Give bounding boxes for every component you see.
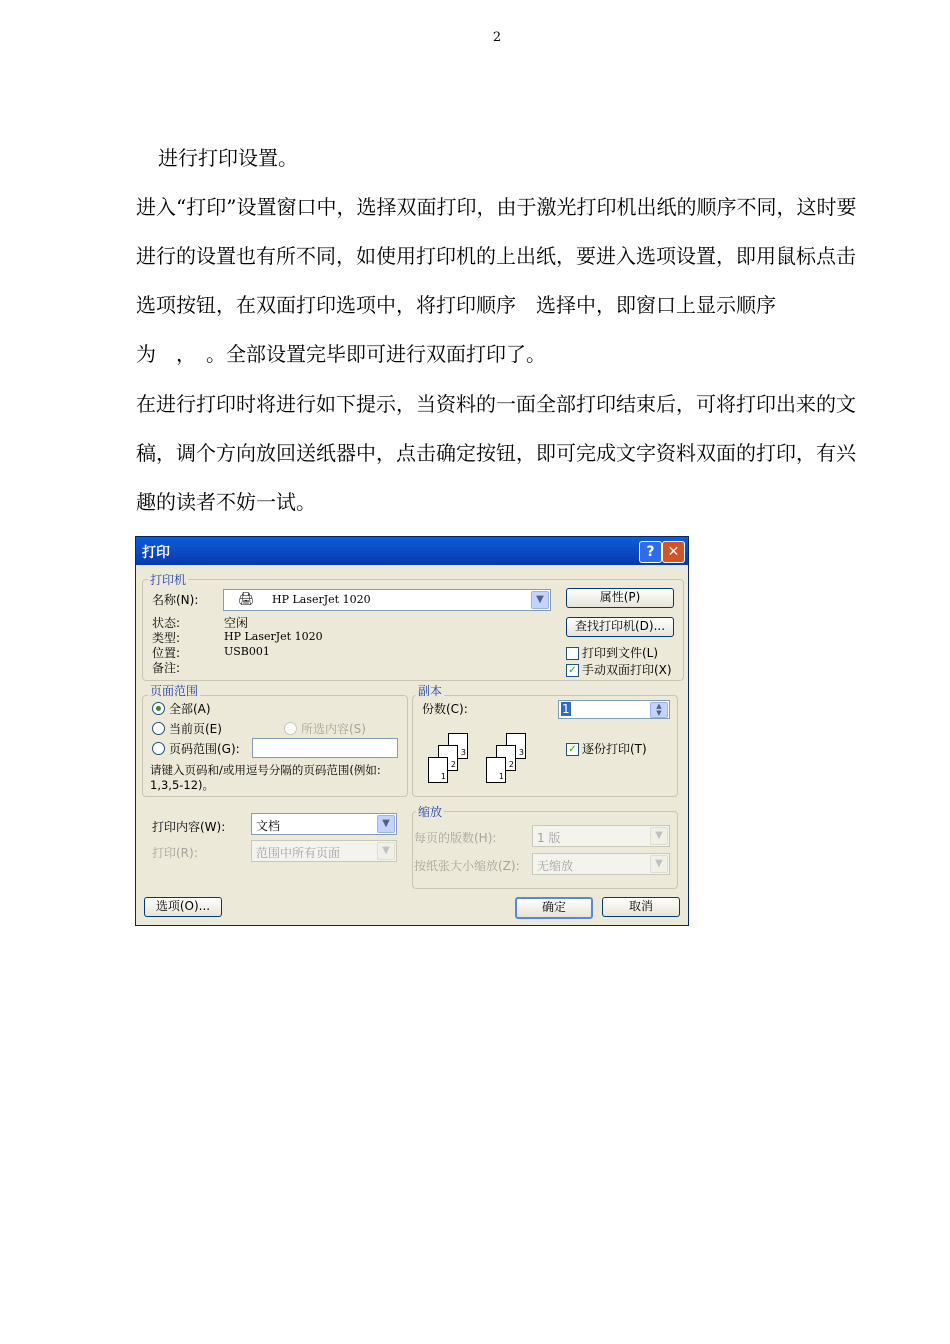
pages-per-sheet-value: 1 版 — [537, 831, 561, 845]
paragraph-2: 进入“打印”设置窗口中，选择双面打印，由于激光打印机出纸的顺序不同，这时要进行的设置也有所不同，如使用打印机的上出纸，要进入选项设置，即用鼠标点击选项按钮，在双面打印选项中，将打印顺序 选择中，即窗口上显示顺序为 ， 。全部设置完毕即可进行双面打印了。 — [136, 195, 857, 366]
pages-per-sheet-select[interactable] — [532, 825, 670, 847]
paragraph-1: 进行打印设置。 — [158, 146, 298, 170]
printer-group-label: 打印机 — [150, 573, 187, 587]
where-value: USB001 — [224, 645, 270, 658]
pages-per-sheet-label: 每页的版数(H): — [414, 831, 497, 845]
status-label: 状态: — [152, 616, 181, 630]
print-select[interactable] — [251, 840, 397, 862]
printer-name-value: HP LaserJet 1020 — [272, 593, 371, 606]
cancel-button[interactable]: 取消 — [602, 897, 680, 917]
chevron-down-icon[interactable]: ▼ — [377, 842, 395, 860]
print-to-file-label: 打印到文件(L) — [582, 646, 659, 660]
printer-name-select[interactable] — [223, 589, 551, 611]
range-hint: 请键入页码和/或用逗号分隔的页码范围(例如: 1,3,5-12)。 — [150, 763, 381, 792]
printer-icon: 🖨 — [238, 592, 255, 607]
chevron-down-icon[interactable]: ▼ — [377, 815, 395, 833]
type-label: 类型: — [152, 631, 181, 645]
spin-arrows-icon[interactable]: ▲ ▼ — [650, 702, 668, 718]
range-all-radio[interactable] — [152, 702, 165, 715]
collate-checkbox[interactable]: ✓ — [566, 743, 579, 756]
where-label: 位置: — [152, 646, 181, 660]
range-all-label: 全部(A) — [169, 702, 211, 716]
scale-value: 无缩放 — [537, 859, 574, 873]
range-selection-label: 所选内容(S) — [301, 722, 366, 736]
print-label: 打印(R): — [152, 846, 198, 860]
scale-select[interactable] — [532, 853, 670, 875]
comment-label: 备注: — [152, 661, 181, 675]
paragraph-3: 在进行打印时将进行如下提示，当资料的一面全部打印结束后，可将打印出来的文稿，调个方向放回送纸器中，点击确定按钮，即可完成文字资料双面的打印，有兴趣的读者不妨一试。 — [136, 392, 856, 514]
collate-sheet-a1: 1 — [428, 757, 448, 783]
print-dialog — [135, 536, 689, 926]
collate-label: 逐份打印(T) — [582, 742, 647, 756]
print-to-file-checkbox[interactable] — [566, 647, 579, 660]
zoom-group — [412, 811, 678, 889]
range-current-label: 当前页(E) — [169, 722, 222, 736]
help-icon[interactable]: ? — [639, 541, 662, 563]
collate-sheet-b2: 2 — [496, 745, 516, 771]
collate-sheet-a2: 2 — [438, 745, 458, 771]
chevron-down-icon[interactable]: ▼ — [531, 591, 549, 609]
print-value: 范围中所有页面 — [256, 846, 341, 860]
range-selection-radio[interactable] — [284, 722, 297, 735]
manual-duplex-label: 手动双面打印(X) — [582, 663, 672, 677]
chevron-down-icon[interactable]: ▼ — [650, 827, 668, 845]
print-what-select[interactable] — [251, 813, 397, 835]
ok-button[interactable]: 确定 — [515, 897, 593, 919]
scale-label: 按纸张大小缩放(Z): — [414, 859, 520, 873]
collate-sheet-b3: 3 — [506, 733, 526, 759]
copies-count-value: 1 — [562, 702, 570, 716]
collate-sheet-a3: 3 — [448, 733, 468, 759]
print-what-label: 打印内容(W): — [152, 820, 226, 834]
page-range-group-label: 页面范围 — [150, 684, 199, 698]
dialog-title: 打印 — [142, 545, 170, 561]
print-what-value: 文档 — [256, 819, 281, 833]
copies-count-label: 份数(C): — [422, 702, 468, 716]
close-icon[interactable]: ✕ — [662, 541, 685, 563]
type-value: HP LaserJet 1020 — [224, 630, 323, 643]
copies-count-input[interactable] — [558, 700, 670, 719]
range-current-radio[interactable] — [152, 722, 165, 735]
zoom-group-label: 缩放 — [418, 805, 443, 819]
range-pages-label: 页码范围(G): — [169, 742, 240, 756]
properties-button[interactable]: 属性(P) — [566, 588, 674, 608]
status-value: 空闲 — [224, 616, 249, 630]
find-printer-button[interactable]: 查找打印机(D)... — [566, 617, 674, 637]
options-button[interactable]: 选项(O)... — [144, 897, 222, 917]
collate-sheet-b1: 1 — [486, 757, 506, 783]
copies-group-label: 副本 — [418, 684, 443, 698]
dialog-titlebar — [136, 537, 688, 565]
chevron-down-icon[interactable]: ▼ — [650, 855, 668, 873]
page-number: 2 — [492, 30, 502, 45]
manual-duplex-checkbox[interactable]: ✓ — [566, 664, 579, 677]
page-range-input[interactable] — [252, 738, 398, 758]
printer-name-label: 名称(N): — [152, 593, 199, 607]
range-pages-radio[interactable] — [152, 742, 165, 755]
